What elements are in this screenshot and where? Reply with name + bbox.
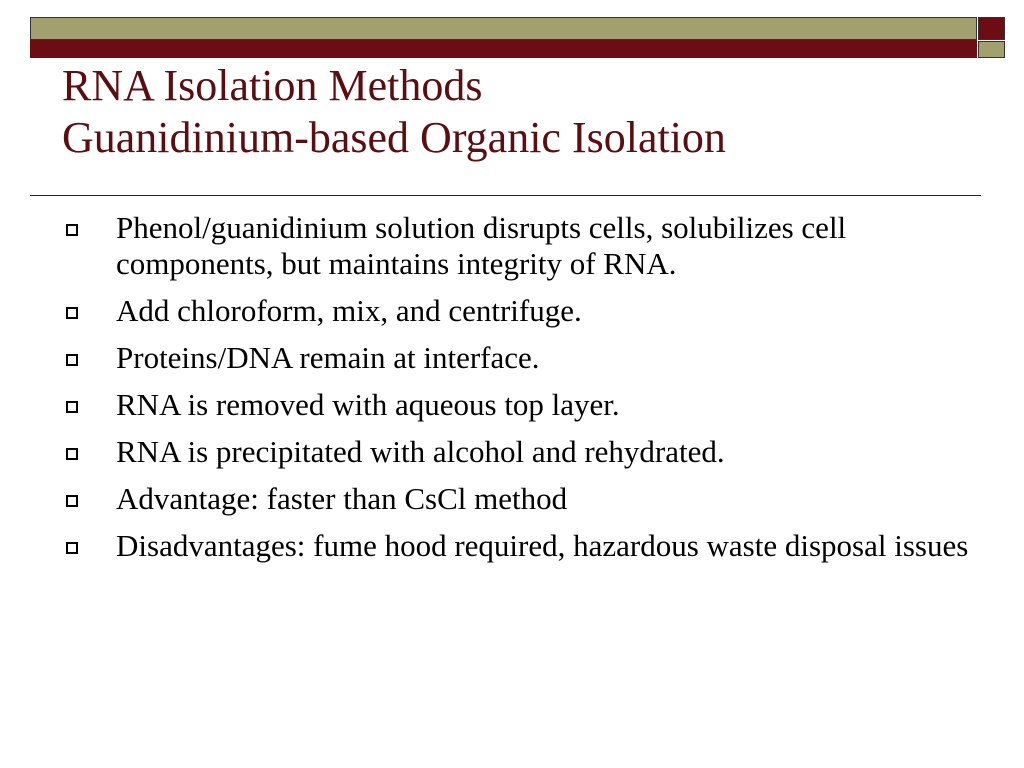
- bullet-list: [62, 210, 982, 575]
- bullet-text: Proteins/DNA remain at interface.: [116, 340, 540, 375]
- bullet-item: [62, 387, 982, 423]
- slide-title-line-2: Guanidinium-based Organic Isolation: [62, 113, 726, 162]
- hollow-square-bullet-icon: [66, 401, 78, 413]
- hollow-square-bullet-icon: [66, 448, 78, 460]
- bullet-text: Disadvantages: fume hood required, hazardous waste disposal issues: [116, 528, 969, 563]
- slide-title-line-1: RNA Isolation Methods: [62, 61, 483, 110]
- hollow-square-bullet-icon: [66, 542, 78, 554]
- corner-square-maroon: [978, 17, 1005, 40]
- hollow-square-bullet-icon: [66, 224, 78, 236]
- title-divider: [30, 195, 981, 196]
- hollow-square-bullet-icon: [66, 495, 78, 507]
- bullet-item: [62, 210, 982, 282]
- bullet-item: [62, 528, 982, 564]
- bullet-text: Advantage: faster than CsCl method: [116, 481, 568, 516]
- slide-title: [62, 60, 982, 164]
- bullet-item: [62, 481, 982, 517]
- bullet-item: [62, 340, 982, 376]
- bullet-text: RNA is removed with aqueous top layer.: [116, 387, 620, 422]
- bullet-text: Add chloroform, mix, and centrifuge.: [116, 293, 582, 328]
- bullet-text: Phenol/guanidinium solution disrupts cells, solubilizes cell components, but maintains integrity of RNA.: [116, 210, 847, 281]
- bullet-item: [62, 434, 982, 470]
- corner-square-olive: [978, 41, 1005, 58]
- bullet-text: RNA is precipitated with alcohol and rehydrated.: [116, 434, 725, 469]
- header-olive-band: [30, 17, 977, 40]
- bullet-item: [62, 293, 982, 329]
- hollow-square-bullet-icon: [66, 307, 78, 319]
- hollow-square-bullet-icon: [66, 354, 78, 366]
- header-maroon-band: [30, 40, 977, 58]
